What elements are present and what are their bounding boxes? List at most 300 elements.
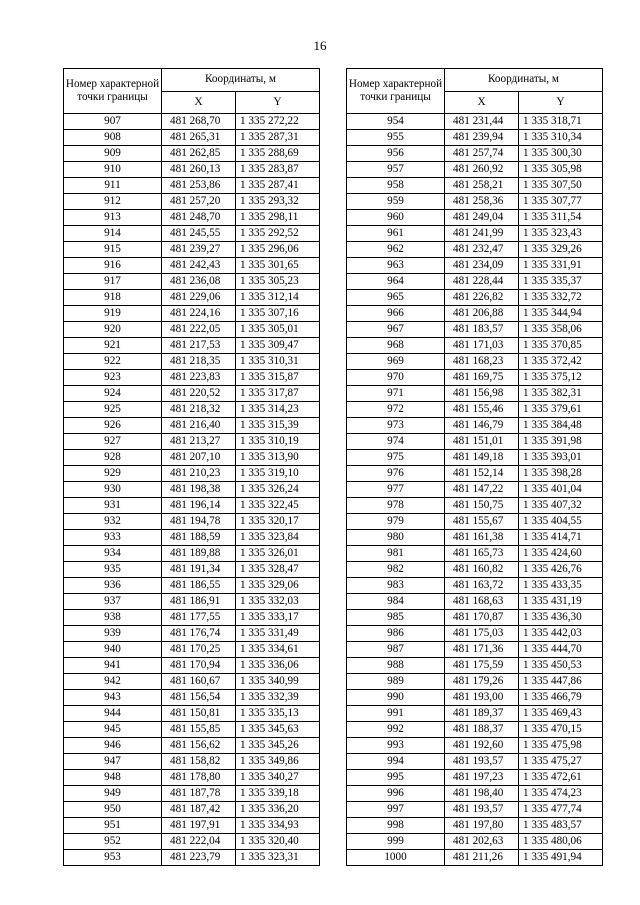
y-coordinate-cell: 1 335 332,39 (236, 690, 320, 706)
x-coordinate-cell: 481 175,03 (445, 626, 519, 642)
point-number-cell: 941 (64, 658, 162, 674)
table-row (347, 258, 603, 274)
point-number-cell: 921 (64, 338, 162, 354)
y-coordinate-cell: 1 335 305,01 (236, 322, 320, 338)
x-coordinate-cell: 481 191,34 (162, 562, 236, 578)
y-coordinate-cell: 1 335 334,61 (236, 642, 320, 658)
table-row (64, 514, 320, 530)
y-coordinate-cell: 1 335 339,18 (236, 786, 320, 802)
x-coordinate-cell: 481 151,01 (445, 434, 519, 450)
table-row (347, 562, 603, 578)
x-coordinate-cell: 481 232,47 (445, 242, 519, 258)
point-number-cell: 970 (347, 370, 445, 386)
y-coordinate-cell: 1 335 326,24 (236, 482, 320, 498)
y-coordinate-cell: 1 335 436,30 (519, 610, 603, 626)
table-row (347, 530, 603, 546)
y-coordinate-cell: 1 335 287,31 (236, 130, 320, 146)
point-number-cell: 975 (347, 450, 445, 466)
x-coordinate-cell: 481 176,74 (162, 626, 236, 642)
x-coordinate-cell: 481 248,70 (162, 210, 236, 226)
table-row (347, 642, 603, 658)
table-row (347, 322, 603, 338)
x-coordinate-cell: 481 170,94 (162, 658, 236, 674)
table-row (64, 850, 320, 866)
y-coordinate-cell: 1 335 323,84 (236, 530, 320, 546)
y-coordinate-cell: 1 335 310,19 (236, 434, 320, 450)
table-row (64, 306, 320, 322)
point-number-cell: 1000 (347, 850, 445, 866)
x-coordinate-cell: 481 213,27 (162, 434, 236, 450)
point-number-cell: 915 (64, 242, 162, 258)
point-number-cell: 967 (347, 322, 445, 338)
y-coordinate-cell: 1 335 336,06 (236, 658, 320, 674)
table-row (347, 338, 603, 354)
y-coordinate-cell: 1 335 384,48 (519, 418, 603, 434)
point-number-cell: 963 (347, 258, 445, 274)
x-coordinate-cell: 481 171,36 (445, 642, 519, 658)
y-coordinate-cell: 1 335 340,99 (236, 674, 320, 690)
y-coordinate-cell: 1 335 491,94 (519, 850, 603, 866)
point-number-cell: 923 (64, 370, 162, 386)
table-row (347, 146, 603, 162)
y-coordinate-cell: 1 335 307,16 (236, 306, 320, 322)
y-coordinate-cell: 1 335 344,94 (519, 306, 603, 322)
y-coordinate-cell: 1 335 309,47 (236, 338, 320, 354)
table-row (64, 594, 320, 610)
y-coordinate-cell: 1 335 470,15 (519, 722, 603, 738)
table-row (64, 322, 320, 338)
y-coordinate-cell: 1 335 349,86 (236, 754, 320, 770)
x-coordinate-cell: 481 149,18 (445, 450, 519, 466)
table-row (347, 722, 603, 738)
x-coordinate-cell: 481 260,92 (445, 162, 519, 178)
point-number-cell: 927 (64, 434, 162, 450)
table-row (64, 754, 320, 770)
y-coordinate-cell: 1 335 296,06 (236, 242, 320, 258)
point-number-cell: 940 (64, 642, 162, 658)
point-number-cell: 909 (64, 146, 162, 162)
y-coordinate-cell: 1 335 323,31 (236, 850, 320, 866)
point-number-cell: 922 (64, 354, 162, 370)
x-coordinate-cell: 481 262,85 (162, 146, 236, 162)
table-row (347, 690, 603, 706)
point-number-cell: 911 (64, 178, 162, 194)
x-coordinate-cell: 481 223,83 (162, 370, 236, 386)
point-number-cell: 987 (347, 642, 445, 658)
table-row (347, 594, 603, 610)
x-coordinate-cell: 481 239,94 (445, 130, 519, 146)
x-coordinate-cell: 481 220,52 (162, 386, 236, 402)
x-coordinate-cell: 481 179,26 (445, 674, 519, 690)
y-coordinate-cell: 1 335 312,14 (236, 290, 320, 306)
x-coordinate-cell: 481 160,67 (162, 674, 236, 690)
y-coordinate-cell: 1 335 318,71 (519, 114, 603, 130)
point-number-cell: 944 (64, 706, 162, 722)
table-row (347, 546, 603, 562)
point-number-cell: 994 (347, 754, 445, 770)
table-row (64, 530, 320, 546)
point-number-cell: 969 (347, 354, 445, 370)
x-coordinate-cell: 481 245,55 (162, 226, 236, 242)
y-coordinate-cell: 1 335 305,23 (236, 274, 320, 290)
point-number-cell: 962 (347, 242, 445, 258)
point-number-cell: 924 (64, 386, 162, 402)
table-row (64, 658, 320, 674)
point-number-cell: 992 (347, 722, 445, 738)
coordinates-header: Координаты, м (162, 69, 320, 92)
table-row (347, 178, 603, 194)
point-number-cell: 945 (64, 722, 162, 738)
y-coordinate-cell: 1 335 444,70 (519, 642, 603, 658)
y-coordinate-cell: 1 335 407,32 (519, 498, 603, 514)
point-number-cell: 929 (64, 466, 162, 482)
point-number-cell: 983 (347, 578, 445, 594)
point-number-cell: 993 (347, 738, 445, 754)
y-coordinate-cell: 1 335 483,57 (519, 818, 603, 834)
x-coordinate-cell: 481 150,75 (445, 498, 519, 514)
x-coordinate-cell: 481 198,40 (445, 786, 519, 802)
table-row (347, 274, 603, 290)
y-coordinate-cell: 1 335 426,76 (519, 562, 603, 578)
y-coordinate-cell: 1 335 287,41 (236, 178, 320, 194)
point-number-cell: 954 (347, 114, 445, 130)
x-coordinate-cell: 481 258,21 (445, 178, 519, 194)
x-coordinate-cell: 481 177,55 (162, 610, 236, 626)
point-number-cell: 999 (347, 834, 445, 850)
x-coordinate-cell: 481 165,73 (445, 546, 519, 562)
y-coordinate-cell: 1 335 466,79 (519, 690, 603, 706)
table-row (347, 802, 603, 818)
y-coordinate-cell: 1 335 326,01 (236, 546, 320, 562)
point-number-cell: 951 (64, 818, 162, 834)
x-coordinate-cell: 481 207,10 (162, 450, 236, 466)
table-row (347, 386, 603, 402)
point-number-cell: 978 (347, 498, 445, 514)
y-coordinate-cell: 1 335 301,65 (236, 258, 320, 274)
y-coordinate-cell: 1 335 379,61 (519, 402, 603, 418)
point-number-cell: 997 (347, 802, 445, 818)
table-row (64, 610, 320, 626)
point-number-header: Номер характерной точки границы (347, 69, 445, 114)
point-number-cell: 925 (64, 402, 162, 418)
table-row (64, 482, 320, 498)
table-row (64, 258, 320, 274)
x-header: X (162, 92, 236, 114)
x-coordinate-cell: 481 156,54 (162, 690, 236, 706)
x-coordinate-cell: 481 197,23 (445, 770, 519, 786)
x-coordinate-cell: 481 223,79 (162, 850, 236, 866)
point-number-cell: 914 (64, 226, 162, 242)
y-header: Y (236, 92, 320, 114)
y-coordinate-cell: 1 335 314,23 (236, 402, 320, 418)
table-row (64, 674, 320, 690)
x-coordinate-cell: 481 197,91 (162, 818, 236, 834)
point-number-cell: 955 (347, 130, 445, 146)
y-coordinate-cell: 1 335 292,52 (236, 226, 320, 242)
y-header: Y (519, 92, 603, 114)
table-row (347, 482, 603, 498)
x-coordinate-cell: 481 155,67 (445, 514, 519, 530)
table-row (347, 578, 603, 594)
y-coordinate-cell: 1 335 393,01 (519, 450, 603, 466)
x-coordinate-cell: 481 186,91 (162, 594, 236, 610)
y-coordinate-cell: 1 335 315,39 (236, 418, 320, 434)
table-row (64, 354, 320, 370)
table-row (347, 514, 603, 530)
x-coordinate-cell: 481 183,57 (445, 322, 519, 338)
y-coordinate-cell: 1 335 450,53 (519, 658, 603, 674)
y-coordinate-cell: 1 335 391,98 (519, 434, 603, 450)
table-row (64, 642, 320, 658)
x-coordinate-cell: 481 152,14 (445, 466, 519, 482)
y-coordinate-cell: 1 335 447,86 (519, 674, 603, 690)
x-coordinate-cell: 481 163,72 (445, 578, 519, 594)
point-number-cell: 950 (64, 802, 162, 818)
y-coordinate-cell: 1 335 329,06 (236, 578, 320, 594)
table-row (347, 306, 603, 322)
table-row (347, 498, 603, 514)
table-row (347, 434, 603, 450)
y-coordinate-cell: 1 335 424,60 (519, 546, 603, 562)
y-coordinate-cell: 1 335 313,90 (236, 450, 320, 466)
table-row (64, 466, 320, 482)
table-row (64, 818, 320, 834)
x-coordinate-cell: 481 150,81 (162, 706, 236, 722)
x-coordinate-cell: 481 170,25 (162, 642, 236, 658)
y-coordinate-cell: 1 335 477,74 (519, 802, 603, 818)
point-number-cell: 974 (347, 434, 445, 450)
point-number-cell: 982 (347, 562, 445, 578)
table-row (347, 770, 603, 786)
x-coordinate-cell: 481 169,75 (445, 370, 519, 386)
table-row (64, 210, 320, 226)
table-row (64, 226, 320, 242)
point-number-cell: 908 (64, 130, 162, 146)
table-row (64, 706, 320, 722)
coordinates-header: Координаты, м (445, 69, 603, 92)
point-number-cell: 931 (64, 498, 162, 514)
point-number-cell: 981 (347, 546, 445, 562)
y-coordinate-cell: 1 335 332,03 (236, 594, 320, 610)
point-number-cell: 986 (347, 626, 445, 642)
y-coordinate-cell: 1 335 328,47 (236, 562, 320, 578)
y-coordinate-cell: 1 335 317,87 (236, 386, 320, 402)
point-number-cell: 959 (347, 194, 445, 210)
x-coordinate-cell: 481 193,00 (445, 690, 519, 706)
y-coordinate-cell: 1 335 293,32 (236, 194, 320, 210)
x-coordinate-cell: 481 155,46 (445, 402, 519, 418)
x-coordinate-cell: 481 211,26 (445, 850, 519, 866)
x-coordinate-cell: 481 234,09 (445, 258, 519, 274)
x-coordinate-cell: 481 188,59 (162, 530, 236, 546)
y-coordinate-cell: 1 335 315,87 (236, 370, 320, 386)
y-coordinate-cell: 1 335 334,93 (236, 818, 320, 834)
y-coordinate-cell: 1 335 320,17 (236, 514, 320, 530)
table-row (64, 450, 320, 466)
table-row (64, 146, 320, 162)
point-number-cell: 918 (64, 290, 162, 306)
x-coordinate-cell: 481 193,57 (445, 802, 519, 818)
table-row (64, 562, 320, 578)
table-row (347, 754, 603, 770)
point-number-cell: 961 (347, 226, 445, 242)
x-coordinate-cell: 481 229,06 (162, 290, 236, 306)
table-row (64, 786, 320, 802)
y-coordinate-cell: 1 335 329,26 (519, 242, 603, 258)
point-number-cell: 953 (64, 850, 162, 866)
point-number-cell: 912 (64, 194, 162, 210)
x-coordinate-cell: 481 171,03 (445, 338, 519, 354)
x-coordinate-cell: 481 161,38 (445, 530, 519, 546)
point-number-cell: 952 (64, 834, 162, 850)
table-row (64, 834, 320, 850)
point-number-cell: 926 (64, 418, 162, 434)
y-coordinate-cell: 1 335 335,37 (519, 274, 603, 290)
table-row (347, 418, 603, 434)
table-row (64, 370, 320, 386)
x-coordinate-cell: 481 239,27 (162, 242, 236, 258)
x-coordinate-cell: 481 206,88 (445, 306, 519, 322)
table-row (347, 466, 603, 482)
y-coordinate-cell: 1 335 305,98 (519, 162, 603, 178)
y-coordinate-cell: 1 335 345,26 (236, 738, 320, 754)
point-number-cell: 919 (64, 306, 162, 322)
x-coordinate-cell: 481 147,22 (445, 482, 519, 498)
table-row (347, 130, 603, 146)
point-number-cell: 943 (64, 690, 162, 706)
table-row (347, 114, 603, 130)
point-number-cell: 937 (64, 594, 162, 610)
y-coordinate-cell: 1 335 331,49 (236, 626, 320, 642)
point-number-cell: 910 (64, 162, 162, 178)
y-coordinate-cell: 1 335 358,06 (519, 322, 603, 338)
point-number-cell: 965 (347, 290, 445, 306)
table-row (64, 434, 320, 450)
page-number: 16 (313, 38, 327, 53)
point-number-cell: 980 (347, 530, 445, 546)
table-row (64, 402, 320, 418)
table-row (64, 290, 320, 306)
table-row (347, 194, 603, 210)
y-coordinate-cell: 1 335 310,31 (236, 354, 320, 370)
table-row (64, 178, 320, 194)
point-number-cell: 933 (64, 530, 162, 546)
y-coordinate-cell: 1 335 336,20 (236, 802, 320, 818)
x-coordinate-cell: 481 242,43 (162, 258, 236, 274)
table-row (347, 674, 603, 690)
point-number-cell: 949 (64, 786, 162, 802)
y-coordinate-cell: 1 335 331,91 (519, 258, 603, 274)
y-coordinate-cell: 1 335 345,63 (236, 722, 320, 738)
point-number-cell: 979 (347, 514, 445, 530)
point-number-cell: 936 (64, 578, 162, 594)
coordinates-table-left (63, 68, 320, 866)
y-coordinate-cell: 1 335 472,61 (519, 770, 603, 786)
y-coordinate-cell: 1 335 288,69 (236, 146, 320, 162)
point-number-cell: 988 (347, 658, 445, 674)
x-coordinate-cell: 481 193,57 (445, 754, 519, 770)
table-row (64, 274, 320, 290)
table-row (347, 242, 603, 258)
x-coordinate-cell: 481 236,08 (162, 274, 236, 290)
point-number-cell: 990 (347, 690, 445, 706)
y-coordinate-cell: 1 335 307,50 (519, 178, 603, 194)
point-number-cell: 935 (64, 562, 162, 578)
point-number-cell: 916 (64, 258, 162, 274)
x-coordinate-cell: 481 216,40 (162, 418, 236, 434)
table-row (347, 850, 603, 866)
table-row (64, 722, 320, 738)
point-number-cell: 971 (347, 386, 445, 402)
table-row (347, 210, 603, 226)
y-coordinate-cell: 1 335 333,17 (236, 610, 320, 626)
y-coordinate-cell: 1 335 272,22 (236, 114, 320, 130)
point-number-cell: 995 (347, 770, 445, 786)
x-coordinate-cell: 481 241,99 (445, 226, 519, 242)
y-coordinate-cell: 1 335 382,31 (519, 386, 603, 402)
point-number-cell: 976 (347, 466, 445, 482)
table-row (64, 418, 320, 434)
y-coordinate-cell: 1 335 475,27 (519, 754, 603, 770)
point-number-cell: 966 (347, 306, 445, 322)
x-coordinate-cell: 481 197,80 (445, 818, 519, 834)
x-coordinate-cell: 481 146,79 (445, 418, 519, 434)
x-coordinate-cell: 481 156,62 (162, 738, 236, 754)
point-number-cell: 958 (347, 178, 445, 194)
y-coordinate-cell: 1 335 335,13 (236, 706, 320, 722)
point-number-cell: 920 (64, 322, 162, 338)
x-coordinate-cell: 481 249,04 (445, 210, 519, 226)
point-number-cell: 964 (347, 274, 445, 290)
x-coordinate-cell: 481 265,31 (162, 130, 236, 146)
table-row (347, 354, 603, 370)
table-row (64, 546, 320, 562)
table-row (347, 402, 603, 418)
table-row (64, 130, 320, 146)
table-row (64, 738, 320, 754)
point-number-cell: 957 (347, 162, 445, 178)
y-coordinate-cell: 1 335 433,35 (519, 578, 603, 594)
x-coordinate-cell: 481 231,44 (445, 114, 519, 130)
x-coordinate-cell: 481 228,44 (445, 274, 519, 290)
table-row (347, 370, 603, 386)
x-coordinate-cell: 481 222,05 (162, 322, 236, 338)
y-coordinate-cell: 1 335 474,23 (519, 786, 603, 802)
table-row (347, 610, 603, 626)
y-coordinate-cell: 1 335 475,98 (519, 738, 603, 754)
table-row (64, 338, 320, 354)
point-number-cell: 948 (64, 770, 162, 786)
point-number-header: Номер характерной точки границы (64, 69, 162, 114)
y-coordinate-cell: 1 335 307,77 (519, 194, 603, 210)
x-header: X (445, 92, 519, 114)
point-number-cell: 928 (64, 450, 162, 466)
x-coordinate-cell: 481 222,04 (162, 834, 236, 850)
y-coordinate-cell: 1 335 283,87 (236, 162, 320, 178)
table-row (347, 834, 603, 850)
table-row (347, 706, 603, 722)
x-coordinate-cell: 481 158,82 (162, 754, 236, 770)
point-number-cell: 938 (64, 610, 162, 626)
x-coordinate-cell: 481 168,63 (445, 594, 519, 610)
point-number-cell: 991 (347, 706, 445, 722)
x-coordinate-cell: 481 187,42 (162, 802, 236, 818)
x-coordinate-cell: 481 257,20 (162, 194, 236, 210)
point-number-cell: 998 (347, 818, 445, 834)
table-row (64, 578, 320, 594)
point-number-cell: 917 (64, 274, 162, 290)
y-coordinate-cell: 1 335 480,06 (519, 834, 603, 850)
